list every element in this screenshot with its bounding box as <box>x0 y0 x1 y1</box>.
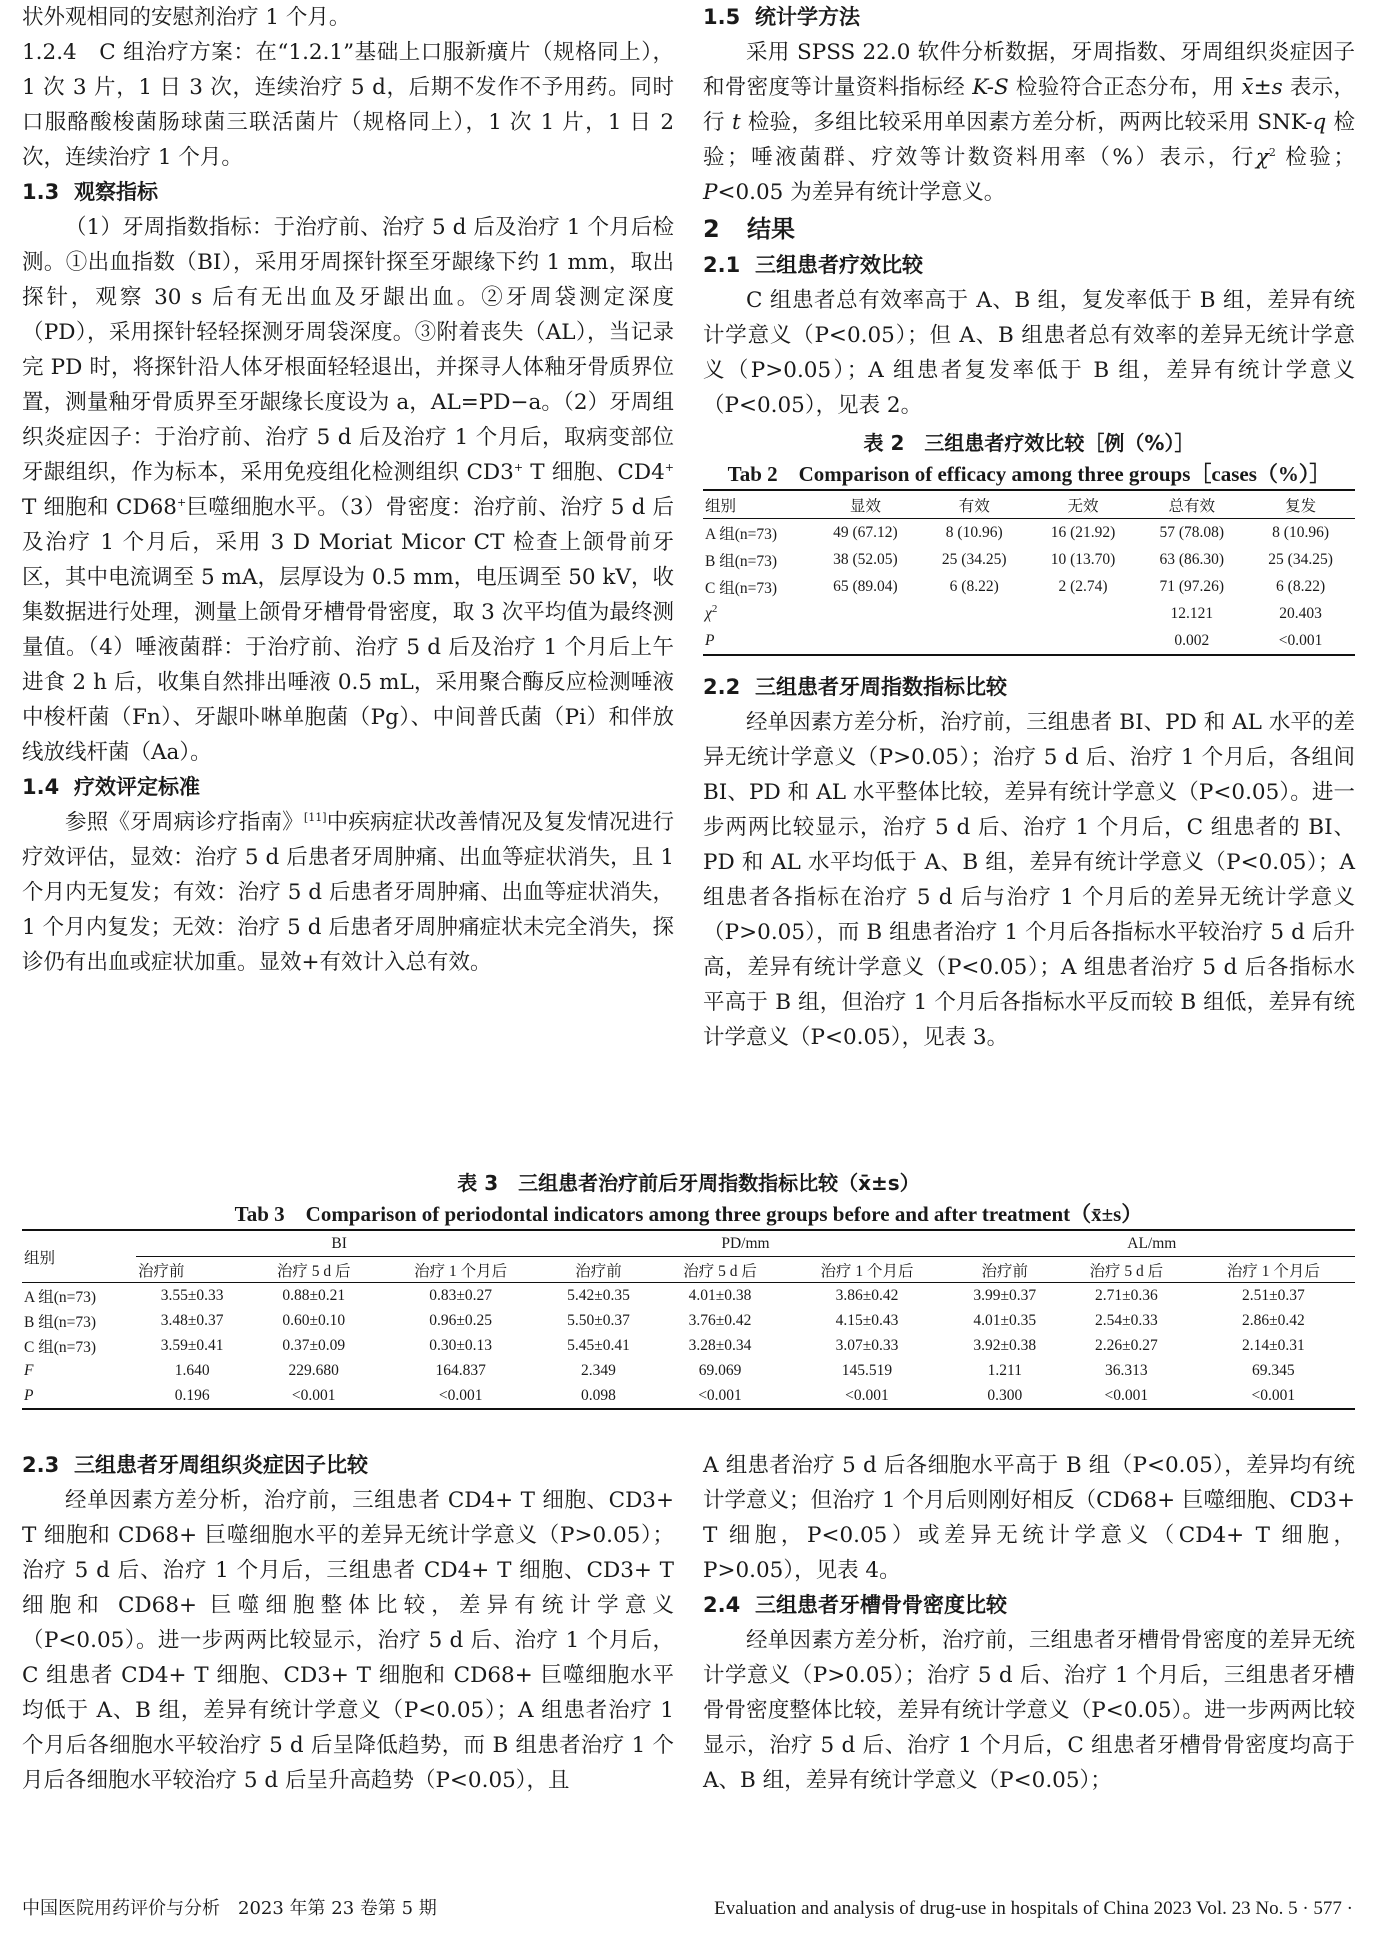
table-cell: 5.45±0.41 <box>567 1336 630 1354</box>
text-run: 中疾病症状改善情况及复发情况进行疗效评估，显效：治疗 5 d 后患者牙周肿痛、出血等症状消失，且 1 个月内无复发；有效：治疗 5 d 后患者牙周肿痛、出血等症状消失，1 个月内复发；无效：治疗 5 d 后患者牙周肿痛症状未完全消失，探诊仍有出血或症状加重。显效+有效计入总有效。 <box>22 810 674 975</box>
table-header-cell: 有效 <box>958 497 990 515</box>
right-column-bottom <box>703 1448 1355 1798</box>
table-cell: 2 (2.74) <box>1058 577 1108 595</box>
right-column-top <box>703 0 1355 1055</box>
table-cell: 3.92±0.38 <box>973 1336 1037 1354</box>
table-3-grid <box>22 1229 1355 1410</box>
table-2-grid <box>703 489 1355 656</box>
text-run: 采用 SPSS 22.0 软件分析数据，牙周指数、牙周组织炎症因子和骨密度等计量资料指标经 <box>703 40 1355 100</box>
table-cell <box>703 627 811 655</box>
table-cell <box>22 1358 136 1383</box>
heading-number: 1.4 <box>22 775 60 799</box>
text-run: 巨噬细胞水平。（3）骨密度：治疗前、治疗 5 d 后及治疗 1 个月后，采用 3 D Moriat Micor CT 检查上颌骨前牙区，其中电流调至 5 mA，层厚设为 0.5 mm，电压调至 50 kV，收集数据进行处理，测量上颌骨牙槽骨骨密度，取 3 次平均值为最终测量值。（4）唾液菌群：于治疗前、治疗 5 d 后及治疗 1 个月后上午进食 2 h 后，收集自然排出唾液 0.5 mL，采用聚合酶反应检测唾液中梭杆菌（Fn）、牙龈卟啉单胞菌（Pg）、中间普氏菌（Pi）和伴放线放线杆菌（Aa）。 <box>22 495 674 765</box>
p-label: P <box>24 1386 34 1404</box>
text-run: <0.05 为差异有统计学意义。 <box>717 180 1006 205</box>
paragraph-1-2-4: 1.2.4 C 组治疗方案：在“1.2.1”基础上口服新癀片（规格同上），1 次 3 片，1 日 3 次，连续治疗 5 d，后期不发作不予用药。同时口服酪酸梭菌肠球菌三联活菌片（规格同上），1 次 1 片，1 日 2 次，连续治疗 1 个月。 <box>22 40 674 170</box>
table-cell: 2.14±0.31 <box>1241 1336 1305 1354</box>
heading-2-4 <box>703 1588 1355 1623</box>
heading-number: 2 <box>703 215 720 243</box>
heading-number: 2.1 <box>703 253 741 277</box>
table-cell: 2.71±0.36 <box>1094 1286 1158 1304</box>
heading-title: 统计学方法 <box>755 5 860 29</box>
table-cell: 4.01±0.38 <box>688 1286 752 1304</box>
heading-2-2 <box>703 670 1355 705</box>
table-cell: 0.002 <box>1174 631 1210 649</box>
table-cell <box>1029 600 1138 627</box>
table-row-chi <box>703 600 1355 627</box>
table-header-cell: 组别 <box>22 1230 136 1283</box>
footer-journal-en: Evaluation and analysis of drug-use in hospitals of China 2023 Vol. 23 No. 5 · 577 · <box>714 1898 1353 1919</box>
superscript: + <box>177 495 187 509</box>
table-3-caption-en: Tab 3 Comparison of periodontal indicators among three groups before and after treatment（x̄±s） <box>234 1202 1143 1226</box>
table-cell <box>920 600 1029 627</box>
table-cell: 69.069 <box>698 1361 742 1379</box>
table-header-group: AL/mm <box>949 1230 1355 1257</box>
heading-number: 2.3 <box>22 1453 60 1477</box>
table-cell: 65 (89.04) <box>833 577 898 595</box>
table-header-cell: 治疗前 <box>981 1262 1029 1280</box>
table-row <box>703 546 1355 573</box>
table-row <box>703 519 1355 547</box>
heading-title: 疗效评定标准 <box>74 775 200 799</box>
table-cell: 38 (52.05) <box>833 550 898 568</box>
superscript: 2 <box>711 602 718 615</box>
table-cell: 25 (34.25) <box>941 550 1007 568</box>
table-cell: 3.07±0.33 <box>835 1336 899 1354</box>
heading-1-3 <box>22 175 674 210</box>
heading-number: 1.3 <box>22 180 60 204</box>
table-cell: 0.60±0.10 <box>282 1311 346 1329</box>
table-header-cell: 治疗前 <box>138 1262 185 1280</box>
chi-label: χ <box>705 604 712 622</box>
table-header-cell: 治疗前 <box>575 1262 622 1280</box>
table-cell: 3.28±0.34 <box>688 1336 752 1354</box>
table-header-cell: 治疗 1 个月后 <box>820 1262 914 1280</box>
text-run: 表示，行 <box>703 75 1356 135</box>
table-cell: 3.55±0.33 <box>160 1286 224 1304</box>
paragraph-1-3 <box>22 210 674 770</box>
table-cell: A 组(n=73) <box>24 1288 97 1306</box>
table-2-caption-en: Tab 2 Comparison of efficacy among three groups［cases（%）］ <box>727 462 1331 486</box>
table-cell: 164.837 <box>435 1361 486 1379</box>
table-2-caption-zh: 表 2 三组患者疗效比较［例（%）］ <box>863 431 1195 455</box>
heading-title: 三组患者牙槽骨骨密度比较 <box>755 1593 1007 1617</box>
table-cell <box>920 627 1029 655</box>
table-row <box>22 1283 1355 1309</box>
table-cell <box>22 1383 136 1409</box>
table-cell: 71 (97.26) <box>1159 577 1225 595</box>
p-label: P <box>705 631 715 649</box>
table-cell: 1.211 <box>987 1361 1022 1379</box>
text-run-italic: P <box>703 180 718 205</box>
table-cell: <0.001 <box>438 1386 483 1404</box>
table-cell: 3.76±0.42 <box>688 1311 752 1329</box>
heading-2-1 <box>703 248 1355 283</box>
table-header-group: PD/mm <box>542 1230 948 1257</box>
table-cell: 57 (78.08) <box>1159 523 1225 541</box>
table-cell: 63 (86.30) <box>1159 550 1225 568</box>
paragraph-2-3: 经单因素方差分析，治疗前，三组患者 CD4+ T 细胞、CD3+ T 细胞和 CD68+ 巨噬细胞水平的差异无统计学意义（P>0.05）；治疗 5 d 后、治疗 1 个月后，三组患者 CD4+ T 细胞、CD3+ T 细胞和 CD68+ 巨噬细胞整体比较，差异有统计学意义（P<0.05）。进一步两两比较显示，治疗 5 d 后、治疗 1 个月后，C 组患者 CD4+ T 细胞、CD3+ T 细胞和 CD68+ 巨噬细胞水平均低于 A、B 组，差异有统计学意义（P<0.05）；A 组患者治疗 1 个月后各细胞水平较治疗 5 d 后呈降低趋势，而 B 组患者治疗 1 个月后各细胞水平较治疗 5 d 后呈升高趋势（P<0.05），且 <box>22 1488 674 1793</box>
paragraph-2-4: 经单因素方差分析，治疗前，三组患者牙槽骨骨密度的差异无统计学意义（P>0.05）；治疗 5 d 后、治疗 1 个月后，三组患者牙槽骨骨密度整体比较，差异有统计学意义（P<0.05）。进一步两两比较显示，治疗 5 d 后、治疗 1 个月后，C 组患者牙槽骨骨密度均高于 A、B 组，差异有统计学意义（P<0.05）； <box>703 1628 1355 1793</box>
table-cell: 2.54±0.33 <box>1094 1311 1158 1329</box>
table-cell: 10 (13.70) <box>1050 550 1116 568</box>
table-cell: 0.96±0.25 <box>429 1311 493 1329</box>
table-cell: 69.345 <box>1252 1361 1295 1379</box>
heading-title: 结果 <box>747 215 795 243</box>
paragraph-placebo: 状外观相同的安慰剂治疗 1 个月。 <box>22 5 351 30</box>
table-cell: 0.83±0.27 <box>429 1286 493 1304</box>
heading-number: 2.2 <box>703 675 741 699</box>
table-header-cell: 显效 <box>849 497 881 515</box>
table-cell: 5.50±0.37 <box>567 1311 630 1329</box>
text-run: 检验；唾液菌群、疗效等计数资料用率（%）表示，行 <box>703 110 1355 170</box>
table-cell: 5.42±0.35 <box>567 1286 630 1304</box>
citation-ref: [11] <box>303 810 327 824</box>
table-cell: <0.001 <box>1278 631 1323 649</box>
paragraph-2-1: C 组患者总有效率高于 A、B 组，复发率低于 B 组，差异有统计学意义（P<0.05）；但 A、B 组患者总有效率的差异无统计学意义（P>0.05）；A 组患者复发率低于 B 组，差异有统计学意义（P<0.05），见表 2。 <box>703 288 1355 418</box>
table-row-f <box>22 1358 1355 1383</box>
table-header-cell: 治疗 5 d 后 <box>276 1262 351 1280</box>
text-run-italic: q <box>1312 110 1327 135</box>
table-cell: 49 (67.12) <box>833 523 898 541</box>
table-cell: 2.349 <box>581 1361 616 1379</box>
table-cell: 4.15±0.43 <box>835 1311 899 1329</box>
table-cell: 36.313 <box>1105 1361 1148 1379</box>
table-cell: B 组(n=73) <box>705 552 778 570</box>
table-header-row <box>22 1230 1355 1257</box>
table-cell: 0.098 <box>581 1386 616 1404</box>
heading-title: 三组患者牙周组织炎症因子比较 <box>74 1453 368 1477</box>
table-cell: 2.26±0.27 <box>1094 1336 1158 1354</box>
heading-number: 1.5 <box>703 5 741 29</box>
table-cell: 0.88±0.21 <box>282 1286 346 1304</box>
table-cell <box>1029 627 1138 655</box>
text-run-italic: χ <box>1255 145 1269 170</box>
heading-number: 2.4 <box>703 1593 741 1617</box>
table-cell: 0.196 <box>174 1386 210 1404</box>
table-header-cell: 复发 <box>1285 497 1317 515</box>
heading-1-5 <box>703 0 1355 35</box>
text-run: T 细胞和 CD68 <box>22 495 177 520</box>
superscript: + <box>513 460 524 474</box>
table-3-caption-zh: 表 3 三组患者治疗前后牙周指数指标比较（x̄±s） <box>457 1171 920 1195</box>
table-cell: 25 (34.25) <box>1268 550 1333 568</box>
table-cell: 229.680 <box>288 1361 339 1379</box>
table-cell: 3.48±0.37 <box>160 1311 224 1329</box>
table-cell: <0.001 <box>291 1386 336 1404</box>
text-run: 检验； <box>1275 145 1355 170</box>
paragraph-1-4 <box>22 805 674 980</box>
table-header-cell: 治疗 5 d 后 <box>683 1262 757 1280</box>
text-run: 参照《牙周病诊疗指南》 <box>65 810 304 835</box>
table-cell: 20.403 <box>1279 604 1322 622</box>
heading-title: 三组患者疗效比较 <box>755 253 923 277</box>
table-cell <box>703 600 811 627</box>
table-cell: 0.300 <box>987 1386 1023 1404</box>
table-cell: 16 (21.92) <box>1050 523 1116 541</box>
heading-2-3 <box>22 1448 674 1483</box>
footer-journal-zh: 中国医院用药评价与分析 2023 年第 23 卷第 5 期 <box>22 1898 437 1919</box>
table-cell: 4.01±0.35 <box>973 1311 1037 1329</box>
paragraph-2-3-continued: A 组患者治疗 5 d 后各细胞水平高于 B 组（P<0.05），差异均有统计学意义；但治疗 1 个月后则刚好相反（CD68+ 巨噬细胞、CD3+ T 细胞，P<0.05）或差异无统计学意义（CD4+ T 细胞，P>0.05），见表 4。 <box>703 1453 1355 1583</box>
table-cell: <0.001 <box>1251 1386 1296 1404</box>
table-cell: 12.121 <box>1170 604 1214 622</box>
table-header-cell: 治疗 5 d 后 <box>1089 1262 1164 1280</box>
table-cell: 3.99±0.37 <box>973 1286 1037 1304</box>
table-cell: 0.37±0.09 <box>282 1336 346 1354</box>
table-cell: B 组(n=73) <box>24 1313 97 1331</box>
text-run: 检验，多组比较采用单因素方差分析，两两比较采用 SNK- <box>740 110 1313 135</box>
left-column-top <box>22 0 674 980</box>
left-column-bottom <box>22 1448 674 1798</box>
table-cell: <0.001 <box>1104 1386 1149 1404</box>
superscript: 2 <box>1268 145 1276 159</box>
table-cell: 8 (10.96) <box>1272 523 1329 541</box>
f-label: F <box>24 1361 34 1379</box>
table-cell: 0.30±0.13 <box>429 1336 493 1354</box>
table-subheader-row <box>22 1257 1355 1283</box>
heading-1-4 <box>22 770 674 805</box>
table-cell: 2.86±0.42 <box>1241 1311 1305 1329</box>
table-header-row <box>703 490 1355 519</box>
table-cell: 145.519 <box>841 1361 893 1379</box>
text-run-italic: K-S <box>972 75 1009 100</box>
table-header-cell: 组别 <box>705 497 737 515</box>
text-run-italic: t <box>732 110 741 135</box>
table-header-group: BI <box>136 1230 542 1257</box>
table-cell: 3.86±0.42 <box>835 1286 899 1304</box>
table-row <box>22 1333 1355 1358</box>
table-cell: C 组(n=73) <box>24 1338 97 1356</box>
heading-title: 三组患者牙周指数指标比较 <box>755 675 1007 699</box>
table-cell: 8 (10.96) <box>945 523 1003 541</box>
table-cell: 2.51±0.37 <box>1241 1286 1305 1304</box>
text-run-italic: x̄±s <box>1241 75 1283 100</box>
table-header-cell: 总有效 <box>1168 497 1216 515</box>
table-cell: 6 (8.22) <box>1276 577 1326 595</box>
table-cell: C 组(n=73) <box>705 579 778 597</box>
table-cell <box>811 627 920 655</box>
text-run: T 细胞、CD4 <box>523 460 665 485</box>
table-row <box>22 1308 1355 1333</box>
table-header-cell: 无效 <box>1067 497 1099 515</box>
table-cell: A 组(n=73) <box>705 525 778 543</box>
table-2 <box>703 427 1355 656</box>
table-row <box>703 573 1355 600</box>
table-row-p <box>703 627 1355 655</box>
table-cell: 3.59±0.41 <box>160 1336 224 1354</box>
text-run: 检验符合正态分布，用 <box>1008 75 1242 100</box>
table-row-p <box>22 1383 1355 1409</box>
paragraph-1-5 <box>703 35 1355 210</box>
text-run: （1）牙周指数指标：于治疗前、治疗 5 d 后及治疗 1 个月后检测。①出血指数（BI），采用牙周探针探至牙龈缘下约 1 mm，取出探针，观察 30 s 后有无出血及牙龈出血。②牙周袋测定深度（PD），采用探针轻轻探测牙周袋深度。③附着丧失（AL），当记录完 PD 时，将探针沿人体牙根面轻轻退出，并探寻人体釉牙骨质界位置，测量釉牙骨质界至牙龈缘长度设为 a，AL=PD−a。（2）牙周组织炎症因子：于治疗前、治疗 5 d 后及治疗 1 个月后，取病变部位牙龈组织，作为标本，采用免疫组化检测组织 CD3 <box>22 215 674 485</box>
heading-2 <box>703 210 1355 248</box>
heading-title: 观察指标 <box>74 180 158 204</box>
table-cell: <0.001 <box>698 1386 742 1404</box>
table-header-cell: 治疗 1 个月后 <box>1226 1262 1320 1280</box>
table-cell <box>811 600 920 627</box>
table-header-cell: 治疗 1 个月后 <box>414 1262 508 1280</box>
paragraph-2-2: 经单因素方差分析，治疗前，三组患者 BI、PD 和 AL 水平的差异无统计学意义（P>0.05）；治疗 5 d 后、治疗 1 个月后，各组间 BI、PD 和 AL 水平整体比较，差异有统计学意义（P<0.05）。进一步两两比较显示，治疗 5 d 后、治疗 1 个月后，C 组患者的 BI、PD 和 AL 水平均低于 A、B 组，差异有统计学意义（P<0.05）；A 组患者各指标在治疗 5 d 后与治疗 1 个月后的差异无统计学意义（P>0.05），而 B 组患者治疗 1 个月后各指标水平较治疗 5 d 后升高，差异有统计学意义（P<0.05）；A 组患者治疗 5 d 后各指标水平高于 B 组，但治疗 1 个月后各指标水平反而较 B 组低，差异有统计学意义（P<0.05），见表 3。 <box>703 710 1355 1050</box>
table-cell: <0.001 <box>845 1386 889 1404</box>
table-cell: 1.640 <box>174 1361 210 1379</box>
superscript: + <box>664 460 674 474</box>
table-cell: 6 (8.22) <box>949 577 999 595</box>
table-3 <box>22 1167 1355 1410</box>
